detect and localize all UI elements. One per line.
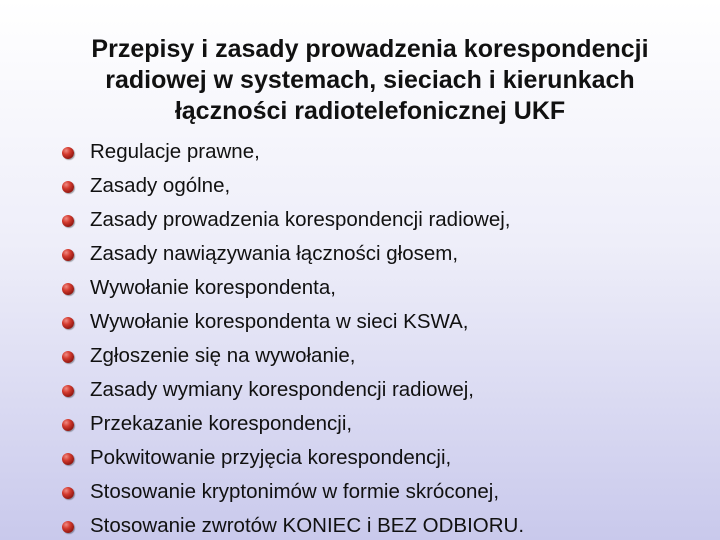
red-ball-bullet-icon: [62, 249, 74, 261]
bullet-text: Przekazanie korespondencji,: [90, 412, 353, 435]
bullet-item: [62, 509, 712, 540]
bullet-item: [62, 407, 712, 441]
bullet-text: Zasady prowadzenia korespondencji radiowej,: [90, 208, 511, 231]
bullet-item: [62, 169, 712, 203]
bullet-text: Zgłoszenie się na wywołanie,: [90, 344, 356, 367]
bullet-text: Stosowanie kryptonimów w formie skróconej,: [90, 480, 500, 503]
bullet-text: Zasady ogólne,: [90, 174, 231, 197]
bullet-text: Wywołanie korespondenta,: [90, 276, 336, 299]
bullet-item: [62, 441, 712, 475]
slide-title-line: radiowej w systemach, sieciach i kierunkach: [105, 66, 635, 94]
bullet-item: [62, 237, 712, 271]
bullet-list: [62, 135, 712, 540]
bullet-text: Regulacje prawne,: [90, 140, 260, 163]
bullet-item: [62, 203, 712, 237]
red-ball-bullet-icon: [62, 521, 74, 533]
red-ball-bullet-icon: [62, 283, 74, 295]
red-ball-bullet-icon: [62, 181, 74, 193]
bullet-text: Wywołanie korespondenta w sieci KSWA,: [90, 310, 469, 333]
bullet-item: [62, 475, 712, 509]
bullet-item: [62, 271, 712, 305]
bullet-item: [62, 305, 712, 339]
slide-title: [40, 34, 700, 127]
bullet-item: [62, 339, 712, 373]
bullet-text: Zasady wymiany korespondencji radiowej,: [90, 378, 474, 401]
red-ball-bullet-icon: [62, 215, 74, 227]
slide-title-line: łączności radiotelefonicznej UKF: [174, 97, 566, 125]
red-ball-bullet-icon: [62, 453, 74, 465]
red-ball-bullet-icon: [62, 351, 74, 363]
bullet-text: Stosowanie zwrotów KONIEC i BEZ ODBIORU.: [90, 514, 525, 537]
red-ball-bullet-icon: [62, 385, 74, 397]
red-ball-bullet-icon: [62, 487, 74, 499]
red-ball-bullet-icon: [62, 419, 74, 431]
bullet-text: Zasady nawiązywania łączności głosem,: [90, 242, 459, 265]
red-ball-bullet-icon: [62, 317, 74, 329]
red-ball-bullet-icon: [62, 147, 74, 159]
bullet-text: Pokwitowanie przyjęcia korespondencji,: [90, 446, 452, 469]
slide-title-line: Przepisy i zasady prowadzenia korespondencji: [91, 35, 649, 63]
bullet-item: [62, 373, 712, 407]
bullet-item: [62, 135, 712, 169]
